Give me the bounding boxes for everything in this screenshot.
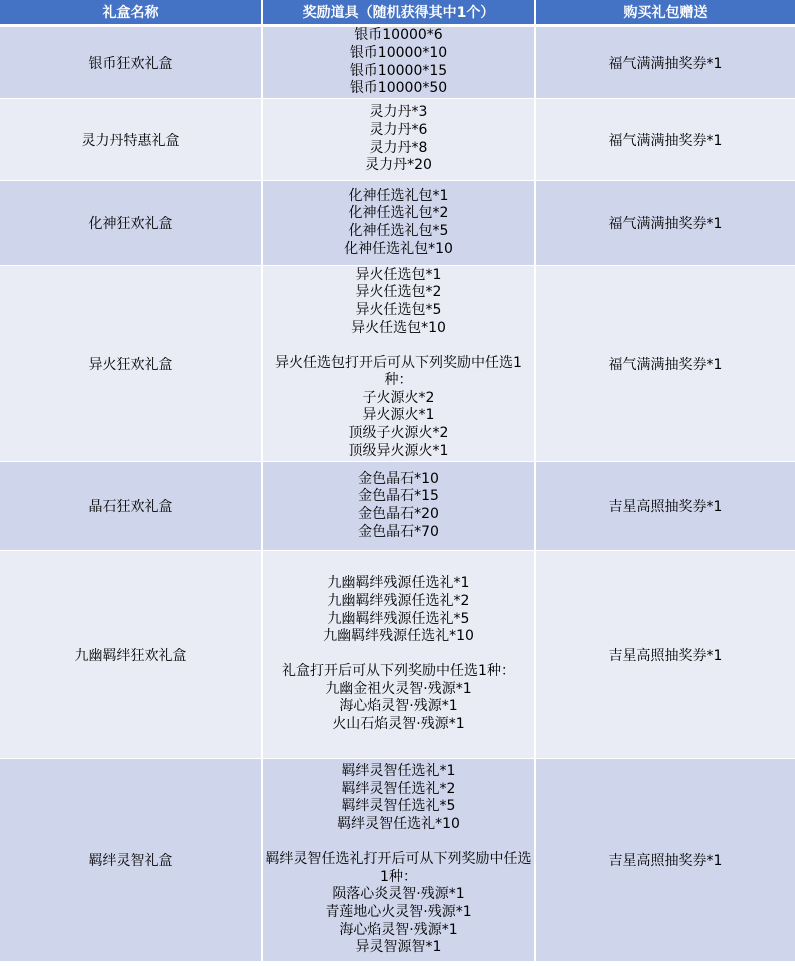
reward-line: 九幽羁绊残源任选礼*10 xyxy=(323,628,474,645)
reward-line: 灵力丹*6 xyxy=(369,121,428,138)
reward-line: 化神任选礼包*2 xyxy=(348,205,449,222)
rewards-cell xyxy=(262,551,535,759)
line-spacer xyxy=(265,337,532,355)
line-spacer xyxy=(265,646,532,664)
rewards-cell xyxy=(262,266,535,462)
reward-line: 异火任选包*10 xyxy=(351,319,446,336)
rewards-cell xyxy=(262,26,535,99)
option-line: 陨落心炎灵智·残源*1 xyxy=(332,886,465,903)
reward-line: 金色晶石*70 xyxy=(358,523,439,540)
option-line: 子火源火*2 xyxy=(362,389,435,406)
reward-line: 化神任选礼包*10 xyxy=(344,240,453,257)
line-spacer xyxy=(265,834,532,852)
reward-line: 异火任选包*2 xyxy=(355,284,442,301)
reward-line: 异火任选包*5 xyxy=(355,301,442,318)
reward-line: 银币10000*6 xyxy=(354,27,443,44)
reward-line: 银币10000*10 xyxy=(349,44,448,61)
reward-line: 异火任选包*1 xyxy=(355,266,442,283)
reward-line: 金色晶石*10 xyxy=(358,470,439,487)
header-bonus: 购买礼包赠送 xyxy=(535,0,795,26)
reward-line: 化神任选礼包*1 xyxy=(348,187,449,204)
header-gift-name: 礼盒名称 xyxy=(0,0,262,26)
table-row xyxy=(0,759,795,962)
bonus-cell: 福气满满抽奖券*1 xyxy=(535,99,795,181)
table-row xyxy=(0,99,795,181)
reward-line: 九幽羁绊残源任选礼*2 xyxy=(327,592,470,609)
table-row xyxy=(0,181,795,266)
table-row xyxy=(0,266,795,462)
bonus-cell: 吉星高照抽奖券*1 xyxy=(535,462,795,551)
reward-line: 灵力丹*3 xyxy=(369,104,428,121)
option-line: 异火源火*1 xyxy=(362,407,435,424)
option-line: 九幽金祖火灵智·残源*1 xyxy=(325,680,472,697)
header-row xyxy=(0,0,795,26)
reward-line: 化神任选礼包*5 xyxy=(348,223,449,239)
reward-note: 羁绊灵智任选礼打开后可从下列奖励中任选1种： xyxy=(265,851,532,885)
reward-line: 金色晶石*20 xyxy=(358,506,439,522)
reward-line: 羁绊灵智任选礼*2 xyxy=(341,780,456,797)
rewards-cell xyxy=(262,181,535,266)
gift-name-cell: 九幽羁绊狂欢礼盒 xyxy=(0,551,262,759)
gift-name-cell: 晶石狂欢礼盒 xyxy=(0,462,262,551)
reward-line: 羁绊灵智任选礼*10 xyxy=(337,816,460,833)
bonus-cell: 福气满满抽奖券*1 xyxy=(535,26,795,99)
option-line: 海心焰灵智·残源*1 xyxy=(339,921,458,938)
reward-line: 灵力丹*20 xyxy=(365,157,432,174)
reward-line: 金色晶石*15 xyxy=(358,488,439,505)
reward-line: 羁绊灵智任选礼*5 xyxy=(341,798,456,815)
reward-line: 羁绊灵智任选礼*1 xyxy=(341,763,456,780)
gift-name-cell: 灵力丹特惠礼盒 xyxy=(0,99,262,181)
gift-name-cell: 羁绊灵智礼盒 xyxy=(0,759,262,962)
bonus-cell: 吉星高照抽奖券*1 xyxy=(535,759,795,962)
reward-line: 银币10000*50 xyxy=(349,80,448,97)
reward-line: 九幽羁绊残源任选礼*5 xyxy=(327,610,470,627)
header-rewards: 奖励道具（随机获得其中1个） xyxy=(262,0,535,26)
option-line: 海心焰灵智·残源*1 xyxy=(339,698,458,715)
gift-name-cell: 银币狂欢礼盒 xyxy=(0,26,262,99)
reward-note: 异火任选包打开后可从下列奖励中任选1种： xyxy=(275,354,522,389)
bonus-cell: 吉星高照抽奖券*1 xyxy=(535,551,795,759)
gift-name-cell: 化神狂欢礼盒 xyxy=(0,181,262,266)
rewards-cell xyxy=(262,759,535,962)
table-row xyxy=(0,26,795,99)
option-line: 顶级异火源火*1 xyxy=(348,442,449,459)
table-row xyxy=(0,462,795,551)
option-line: 异灵智源智*1 xyxy=(355,939,442,956)
rewards-cell xyxy=(262,462,535,551)
gift-name-cell: 异火狂欢礼盒 xyxy=(0,266,262,462)
option-line: 顶级子火源火*2 xyxy=(348,425,449,442)
reward-note: 礼盒打开后可从下列奖励中任选1种： xyxy=(282,663,515,680)
reward-line: 银币10000*15 xyxy=(349,62,448,79)
rewards-cell xyxy=(262,99,535,181)
bonus-cell: 福气满满抽奖券*1 xyxy=(535,266,795,462)
option-line: 火山石焰灵智·残源*1 xyxy=(332,716,465,733)
reward-line: 灵力丹*8 xyxy=(369,139,428,156)
table-row xyxy=(0,551,795,759)
reward-line: 九幽羁绊残源任选礼*1 xyxy=(327,575,470,592)
bonus-cell: 福气满满抽奖券*1 xyxy=(535,181,795,266)
option-line: 青莲地心火灵智·残源*1 xyxy=(325,903,472,920)
